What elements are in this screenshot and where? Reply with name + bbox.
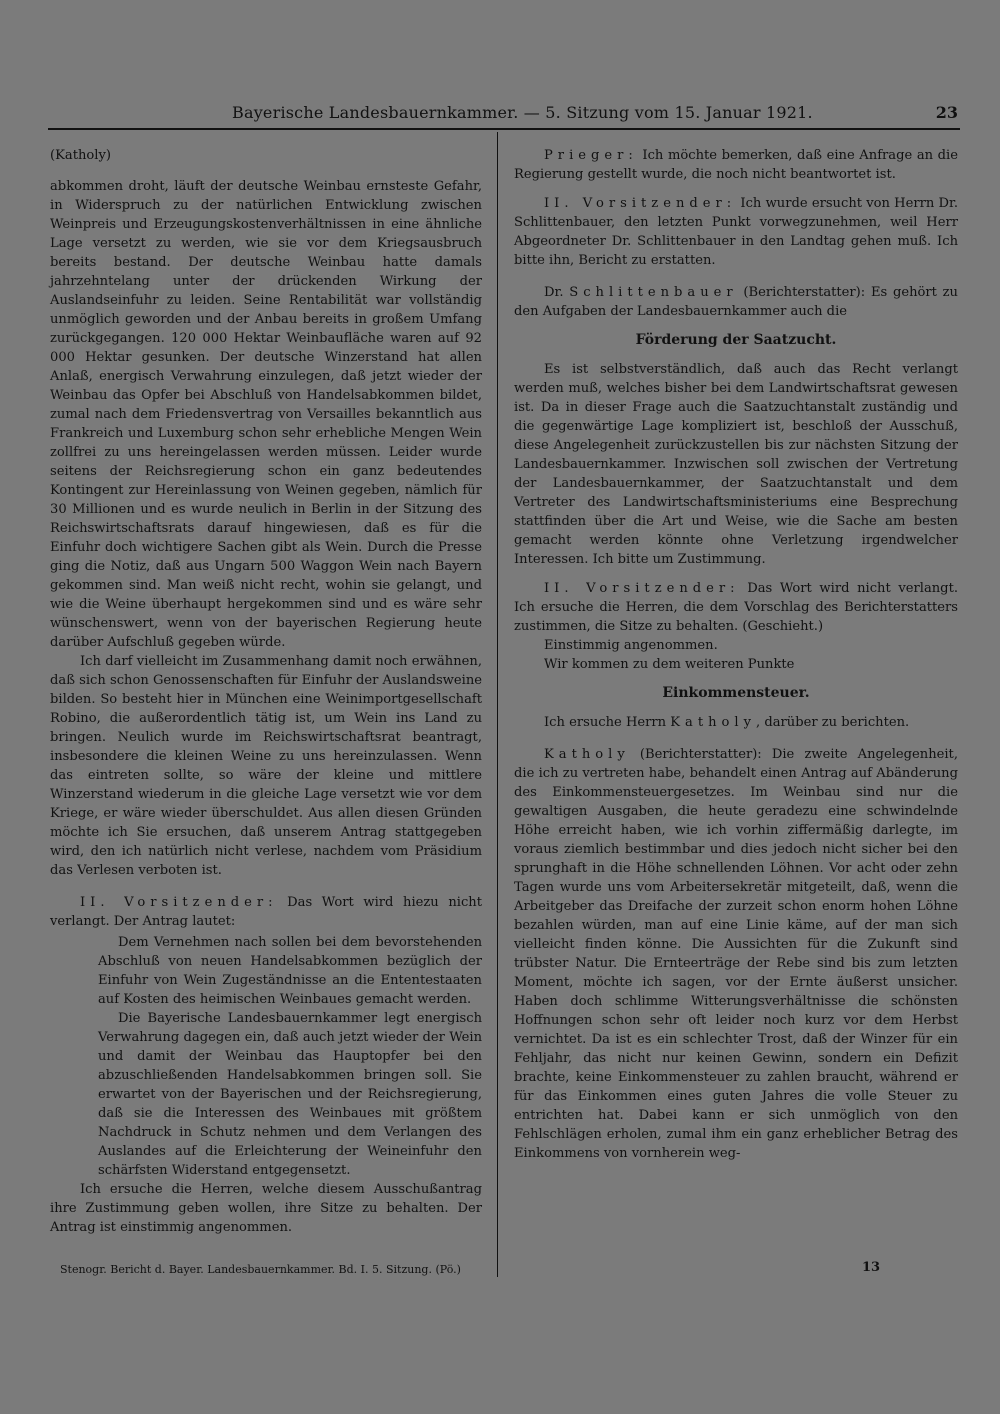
speaker-tag: (Katholy) (50, 148, 111, 163)
speech-text: Ich wurde ersucht von Herrn Dr. Schlittenbauer, den letzten Punkt vorwegzunehmen, weil Herr Abgeordneter Dr. Schlittenbauer in den Landtag gehen muß. Ich bitte ihn, Bericht zu erstatten. (514, 196, 958, 268)
paragraph (50, 893, 482, 931)
page-header (48, 103, 960, 127)
paragraph (514, 579, 958, 636)
speech-text: , darüber zu berichten. (756, 715, 910, 730)
paragraph (514, 745, 958, 1163)
speaker-name: Katholy (544, 747, 630, 762)
quote-paragraph: Dem Vernehmen nach sollen bei dem bevorstehenden Abschluß von neuen Handelsabkommen bezüglich der Einfuhr von Wein Zugeständnisse an die Ententestaaten auf Kosten des heimischen Weinbaues gemacht werden. (98, 935, 482, 1007)
paragraph: Ich ersuche die Herren, welche diesem Ausschußantrag ihre Zustimmung geben wollen, ihre Sitze zu behalten. Der Antrag ist einstimmig angenommen. (50, 1182, 482, 1235)
paragraph (514, 146, 958, 184)
left-column (50, 146, 482, 1237)
paragraph (514, 713, 958, 732)
paragraph: Wir kommen zu dem weiteren Punkte (544, 657, 795, 672)
speaker-name: II. Vorsitzender: (544, 581, 740, 596)
paragraph: abkommen droht, läuft der deutsche Weinbau ernsteste Gefahr, in Widerspruch zu der natürlichen Entwicklung zwischen Weinpreis und Erzeugungskostenverhältnissen in eine ähnliche Lage versetzt zu werden, wie sie vor dem Kriegsausbruch bereits bestand. Der deutsche Weinbau hatte damals jahrzehntelang unter der drückenden Wirkung der Auslandseinfuhr zu leiden. Seine Rentabilität war vollständig unmöglich geworden und der Anbau bereits in großem Umfang zurückgegangen. 120 000 Hektar Weinbaufläche waren auf 92 000 Hektar gesunken. Der deutsche Winzerstand hat allen Anlaß, energisch Verwahrung einzulegen, daß jetzt wieder der Weinbau das Opfer bei Abschluß von Handelsabkommen bildet, zumal nach dem Friedensvertrag von Versailles bekanntlich aus Frankreich und Luxemburg schon sehr erhebliche Mengen Wein zollfrei zu uns hereingelassen werden müssen. Leider wurde seitens der Reichsregierung schon ein ganz bedeutendes Kontingent zur Hereinlassung von Weinen gegeben, nämlich für 30 Millionen und es wurde neulich in Berlin in der Sitzung des Reichswirtschaftsrats darauf hingewiesen, daß es für die Einfuhr doch wichtigere Sachen gibt als Wein. Durch die Presse ging die Notiz, daß aus Ungarn 500 Waggon Wein nach Bayern gekommen sind. Man weiß nicht recht, wohin sie gelangt, und wie die Weine überhaupt hergekommen sind und es wäre sehr wünschenswert, wenn von der bayerischen Regierung heute darüber Aufschluß gegeben würde. (50, 179, 482, 650)
speech-text: Das Wort wird nicht verlangt. Ich ersuche die Herren, die dem Vorschlag des Berichterstatters zustimmen, die Sitze zu behalten. (Geschieht.) (514, 581, 958, 634)
speaker-name: Katholy (670, 715, 756, 730)
speech-text: Ich möchte bemerken, daß eine Anfrage an die Regierung gestellt wurde, die noch nicht beantwortet ist. (514, 148, 958, 182)
speaker-name: Schlittenbauer (569, 285, 738, 300)
paragraph (514, 194, 958, 270)
speaker-name: II. Vorsitzender: (544, 196, 737, 211)
paragraph (514, 283, 958, 321)
speech-text: Ich ersuche Herrn (544, 715, 671, 730)
right-column (514, 146, 958, 1163)
signature-mark: 13 (862, 1260, 881, 1275)
speaker-name: Prieger: (544, 148, 638, 163)
column-divider (497, 132, 498, 1277)
quote-paragraph: Die Bayerische Landesbauernkammer legt energisch Verwahrung dagegen ein, daß auch jetzt wieder der Wein und damit der Weinbau das Hauptopfer bei den abzuschließenden Handelsabkommen bringen soll. Sie erwartet von der Bayerischen und der Reichsregierung, daß sie die Interessen des Weinbaues mit größtem Nachdruck in Schutz nehmen und dem Verlangen des Auslandes auf die Erleichterung der Weineinfuhr den schärfsten Widerstand entgegensetzt. (98, 1011, 482, 1178)
section-heading: Einkommensteuer. (662, 685, 810, 701)
paragraph: Es ist selbstverständlich, daß auch das Recht verlangt werden muß, welches bisher bei dem Landwirtschaftsrat gewesen ist. Da in dieser Frage auch die Saatzuchtanstalt zuständig und die gegenwärtige Lage kompliziert ist, beschloß der Ausschuß, diese Angelegenheit zurückzustellen bis zur nächsten Sitzung der Landesbauernkammer. Inzwischen soll zwischen der Vertretung der Landesbauernkammer, der Saatzuchtanstalt und dem Vertreter des Landwirtschaftsministeriums eine Besprechung stattfinden über die Art und Weise, wie die Sache am besten gemacht werden könnte ohne Verletzung irgendwelcher Interessen. Ich bitte um Zustimmung. (514, 362, 958, 567)
paragraph: Einstimmig angenommen. (544, 638, 718, 653)
speech-text: Das Wort wird hiezu nicht verlangt. Der Antrag lautet: (50, 895, 482, 929)
page-number: 23 (935, 103, 958, 122)
speaker-title: Dr. (544, 285, 570, 300)
speech-text: (Berichterstatter): Es gehört zu den Aufgaben der Landesbauernkammer auch die (514, 285, 958, 319)
section-heading: Förderung der Saatzucht. (635, 332, 837, 348)
speaker-name: II. Vorsitzender: (80, 895, 278, 910)
paragraph: Ich darf vielleicht im Zusammenhang damit noch erwähnen, daß sich schon Genossenschaften für Einfuhr der Auslandsweine bilden. So besteht hier in München eine Weinimportgesellschaft Robino, die außerordentlich tätig ist, um Wein ins Land zu bringen. Neulich wurde im Reichswirtschaftsrat beantragt, insbesondere die kleinen Weine zu uns hereinzulassen. Wenn das eintreten sollte, so wäre der kleine und mittlere Winzerstand wiederum in die gleiche Lage versetzt wie vor dem Kriege, er wäre wieder überschuldet. Aus allen diesen Gründen möchte ich Sie ersuchen, daß unserem Antrag stattgegeben wird, den ich natürlich nicht verlese, nachdem vom Präsidium das Verlesen verboten ist. (50, 654, 482, 878)
footer-citation: Stenogr. Bericht d. Bayer. Landesbauernkammer. Bd. I. 5. Sitzung. (Pö.) (60, 1263, 461, 1276)
header-rule (48, 128, 960, 130)
speech-text: (Berichterstatter): Die zweite Angelegenheit, die ich zu vertreten habe, behandelt einen Antrag auf Abänderung des Einkommensteuergesetzes. Im Weinbau sind nur die gewaltigen Ausgaben, die heute geradezu eine schwindelnde Höhe erreicht haben, wie ich vorhin ziffermäßig darlegte, im voraus ziemlich bestimmbar und dies jedoch nicht sicher bei den sprunghaft in die Höhe schnellenden Löhnen. Vor acht oder zehn Tagen wurde uns vom Arbeitersekretär mitgeteilt, daß, wenn die Arbeitgeber das Dreifache der zurzeit schon enorm hohen Löhne bezahlen würden, man auf eine Linie käme, auf der man sich vielleicht finden könne. Die Aussichten für die Zukunft sind trübster Natur. Die Ernteerträge der Rebe sind bis zum letzten Moment, möchte ich sagen, vor der Ernte äußerst unsicher. Haben doch schlimme Witterungsverhältnisse die schönsten Hoffnungen schon sehr oft leider noch kurz vor dem Herbst vernichtet. Da ist es ein schlechter Trost, daß der Winzer für ein Fehljahr, das nicht nur keinen Gewinn, sondern ein Defizit brachte, keine Einkommensteuer zu zahlen braucht, während er für das Einkommen eines guten Jahres die volle Steuer zu entrichten hat. Dabei kann er sich unmöglich von den Fehlschlägen erholen, zumal ihm ein ganz erheblicher Betrag des Einkommens von vornherein weg- (514, 747, 958, 1161)
running-title: Bayerische Landesbauernkammer. — 5. Sitzung vom 15. Januar 1921. (232, 103, 813, 122)
